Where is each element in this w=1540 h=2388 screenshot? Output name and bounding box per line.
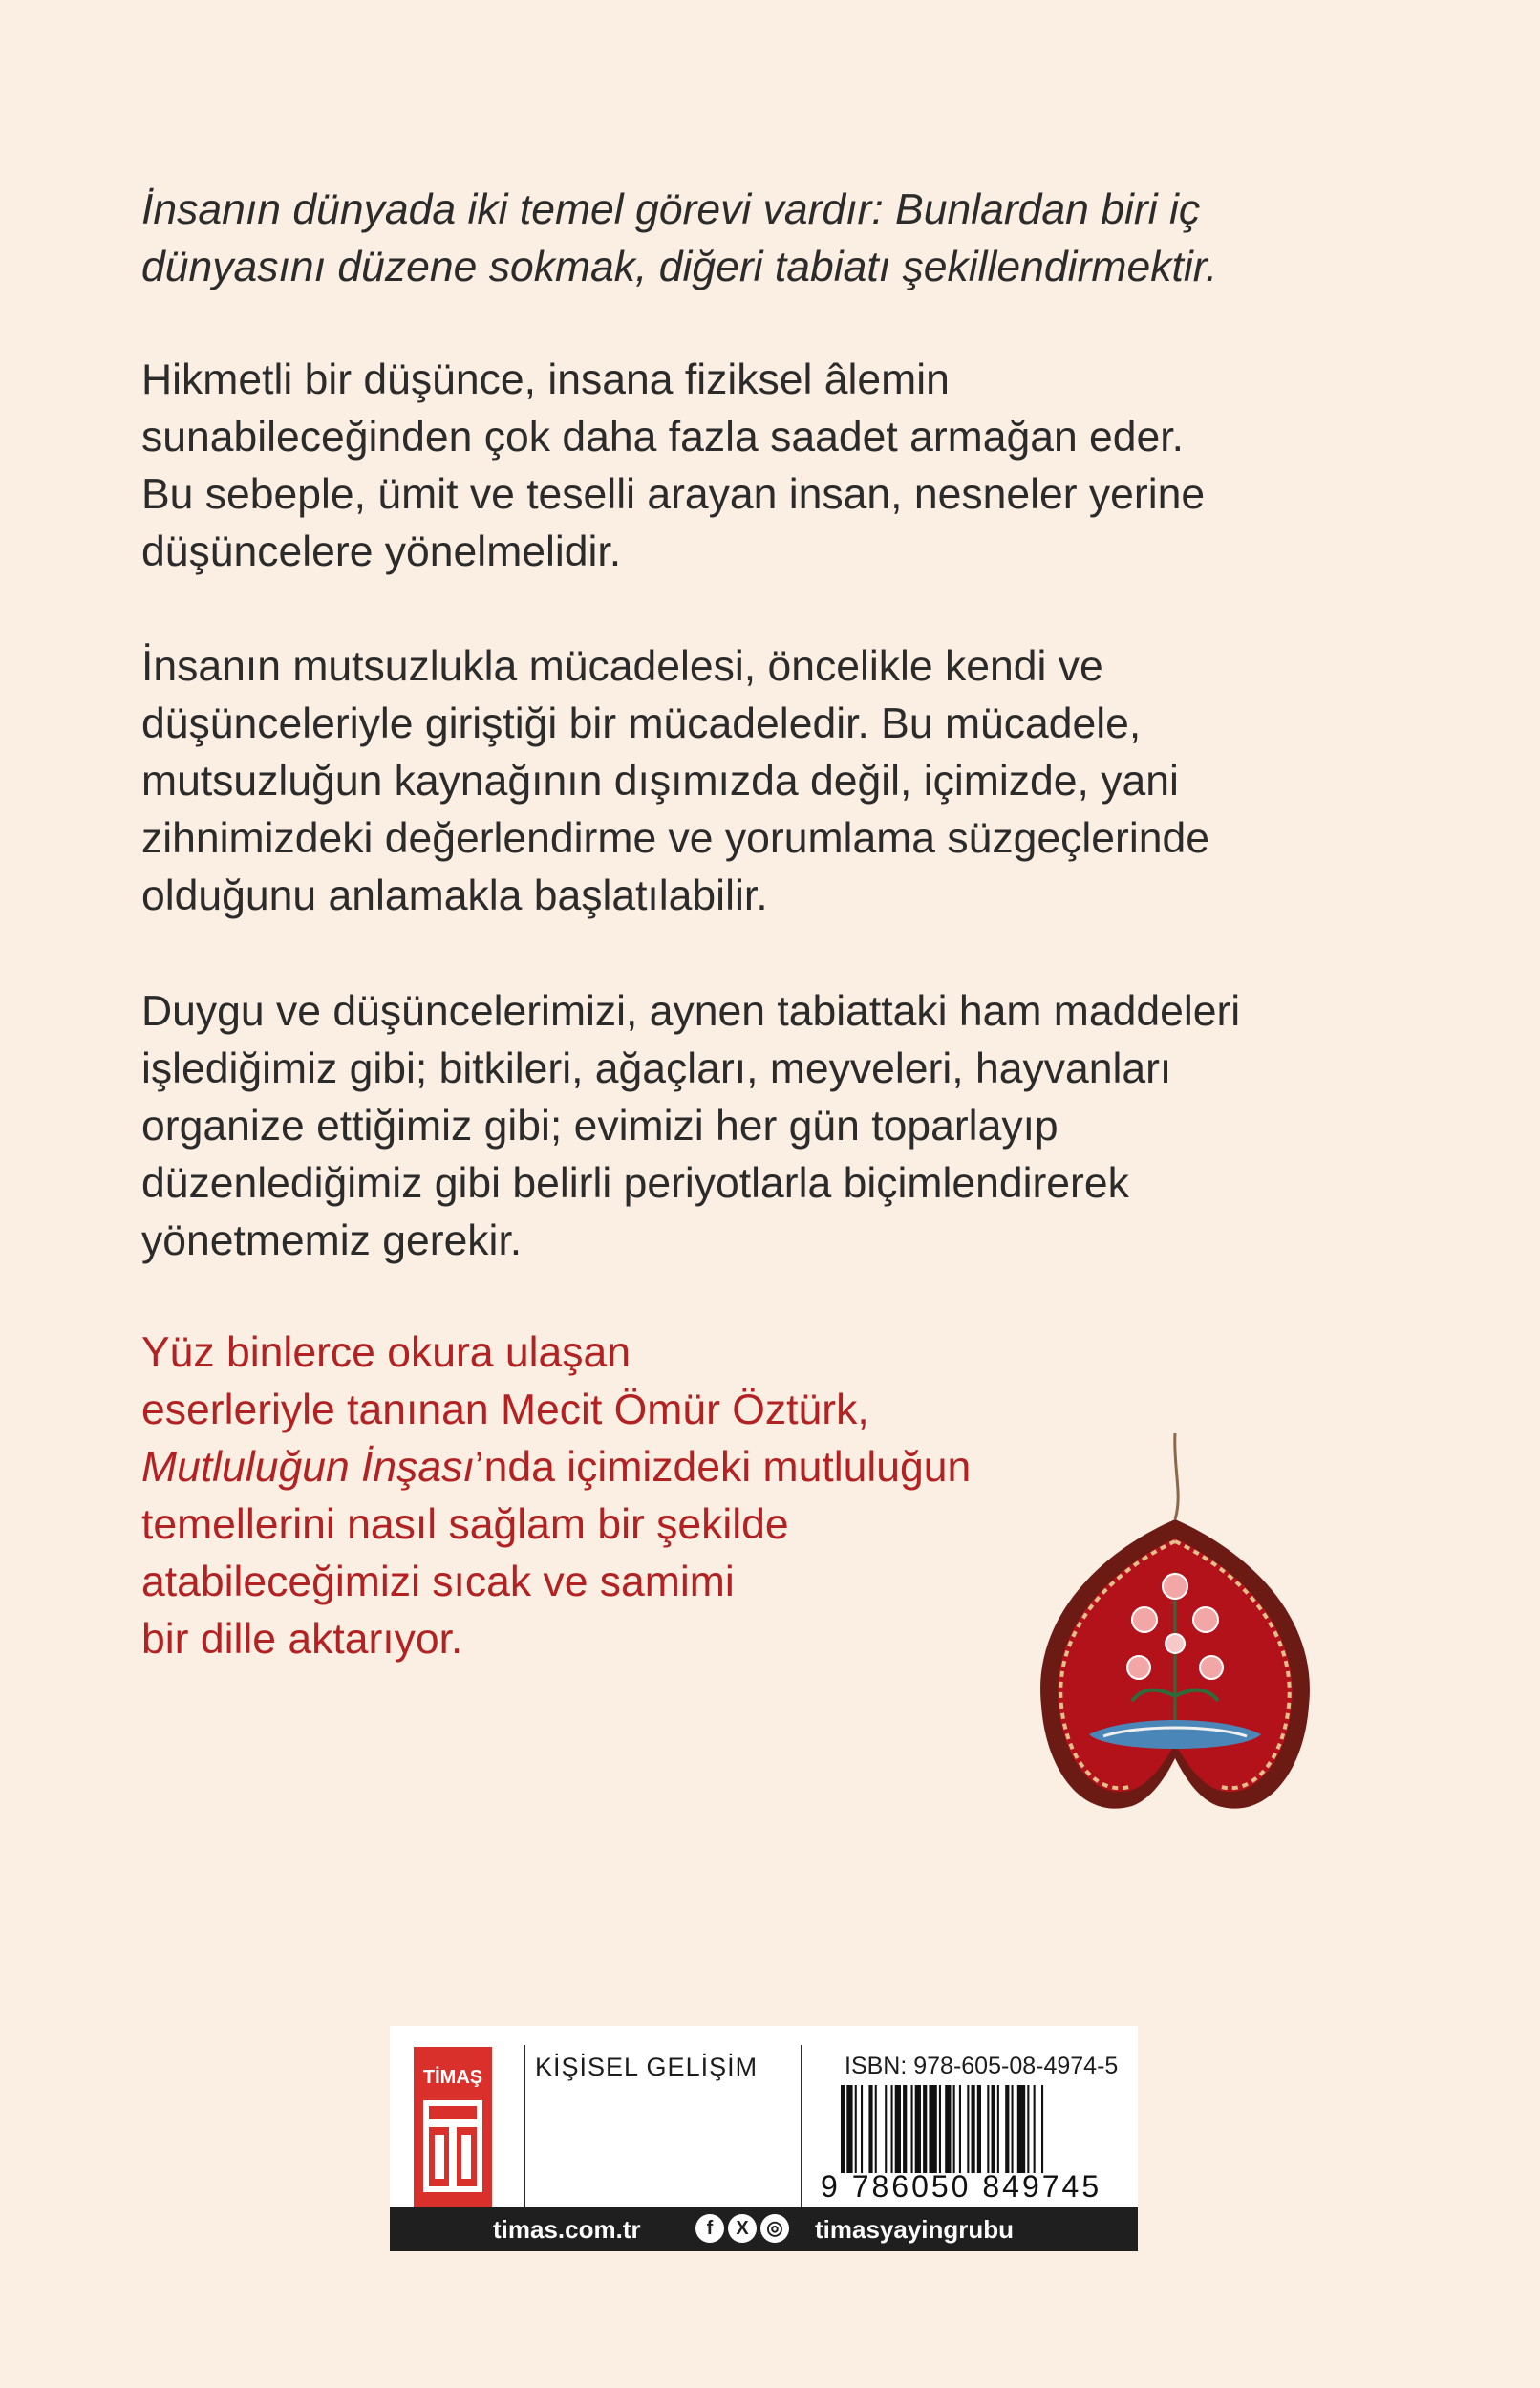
barcode-bar [977,2085,981,2173]
barcode-bar [1034,2085,1036,2173]
barcode-bar [915,2085,921,2173]
barcode-bar [987,2085,989,2173]
barcode-bar [992,2085,995,2173]
barcode-bar [1017,2085,1025,2173]
website-link[interactable]: timas.com.tr [493,2215,641,2244]
promo-line: bir dille aktarıyor. [141,1616,463,1663]
promo-line: temellerini nasıl sağlam bir şekilde [141,1501,789,1548]
publisher-info-box [390,2026,1138,2251]
promo-text [141,1324,1097,1668]
paragraph-2 [141,638,1383,925]
divider [524,2045,525,2207]
quote-line: dünyasını düzene sokmak, diğeri tabiatı şekillendirmektir. [141,244,1218,290]
paragraph-line: Hikmetli bir düşünce, insana fiziksel âlemin [141,356,950,403]
barcode-bar [1027,2085,1029,2173]
barcode-bar [1012,2085,1014,2173]
promo-line: Yüz binlerce okura ulaşan [141,1329,631,1376]
ornamental-leaf-illustration [1032,1429,1318,1830]
paragraph-line: zihnimizdeki değerlendirme ve yorumlama süzgeçlerinde [141,815,1209,862]
barcode-bar [868,2085,872,2173]
barcode-bar [846,2085,852,2173]
promo-line [141,1439,1097,1496]
book-title: Mutluluğun İnşası [141,1444,475,1491]
paragraph-line: düşünceleriyle giriştiği bir mücadeledir. Bu mücadele, [141,700,1142,747]
logo-text: TİMAŞ [422,2067,483,2088]
barcode-bar [953,2085,955,2173]
timas-logo [414,2047,492,2207]
barcode-bar [923,2085,927,2173]
isbn-label: ISBN: 978-605-08-4974-5 [845,2053,1119,2079]
barcode-bar [972,2085,975,2173]
barcode-bar [855,2085,857,2173]
category-label: KİŞİSEL GELİŞİM [535,2053,759,2081]
barcode-bar [861,2085,863,2173]
barcode-bar [841,2085,845,2173]
opening-quote [141,182,1383,296]
paragraph-line: Bu sebeple, ümit ve teselli arayan insan, nesneler yerine [141,471,1206,518]
barcode-bar [967,2085,969,2173]
paragraph-line: Duygu ve düşüncelerimizi, aynen tabiattaki ham maddeleri [141,988,1241,1035]
barcode-bar [939,2085,941,2173]
quote-line: İnsanın dünyada iki temel görevi vardır: Bunlardan biri iç [141,186,1201,233]
divider [801,2045,802,2207]
paragraph-3 [141,983,1383,1270]
paragraph-line: sunabileceğinden çok daha fazla saadet armağan eder. [141,414,1185,461]
promo-line-rest: ’nda içimizdeki mutluluğun [474,1444,972,1491]
paragraph-1 [141,352,1383,581]
facebook-icon[interactable]: f [695,2214,724,2243]
paragraph-line: işlediğimiz gibi; bitkileri, ağaçları, meyveleri, hayvanları [141,1045,1172,1092]
social-handle[interactable]: timasyayingrubu [815,2215,1015,2244]
barcode-number: 9 786050 849745 [821,2169,1102,2204]
paragraph-line: düzenlediğimiz gibi belirli periyotlarla biçimlendirerek [141,1160,1129,1207]
barcode [841,2085,1118,2173]
barcode-bar [997,2085,999,2173]
barcode-bar [903,2085,907,2173]
barcode-bar [959,2085,961,2173]
promo-line: eserleriyle tanınan Mecit Ömür Öztürk, [141,1387,869,1433]
barcode-bar [875,2085,877,2173]
social-icons [695,2214,793,2245]
paragraph-line: organize ettiğimiz gibi; evimizi her gün toparlayıp [141,1103,1059,1150]
instagram-icon[interactable]: ◎ [760,2214,789,2243]
barcode-bar [885,2085,887,2173]
barcode-bar [911,2085,913,2173]
barcode-bar [891,2085,893,2173]
barcode-bar [895,2085,901,2173]
paragraph-line: İnsanın mutsuzlukla mücadelesi, öncelikle kendi ve [141,643,1103,690]
footer-bar [390,2207,1138,2251]
barcode-bar [945,2085,951,2173]
paragraph-line: olduğunu anlamakla başlatılabilir. [141,872,768,919]
promo-line: atabileceğimizi sıcak ve samimi [141,1559,735,1605]
barcode-bar [1005,2085,1009,2173]
paragraph-line: düşüncelere yönelmelidir. [141,528,622,575]
paragraph-line: yönetmemiz gerekir. [141,1217,523,1264]
barcode-bar [1041,2085,1043,2173]
x-icon[interactable]: X [728,2214,757,2243]
paragraph-line: mutsuzluğun kaynağının dışımızda değil, içimizde, yani [141,758,1179,805]
barcode-bar [929,2085,936,2173]
